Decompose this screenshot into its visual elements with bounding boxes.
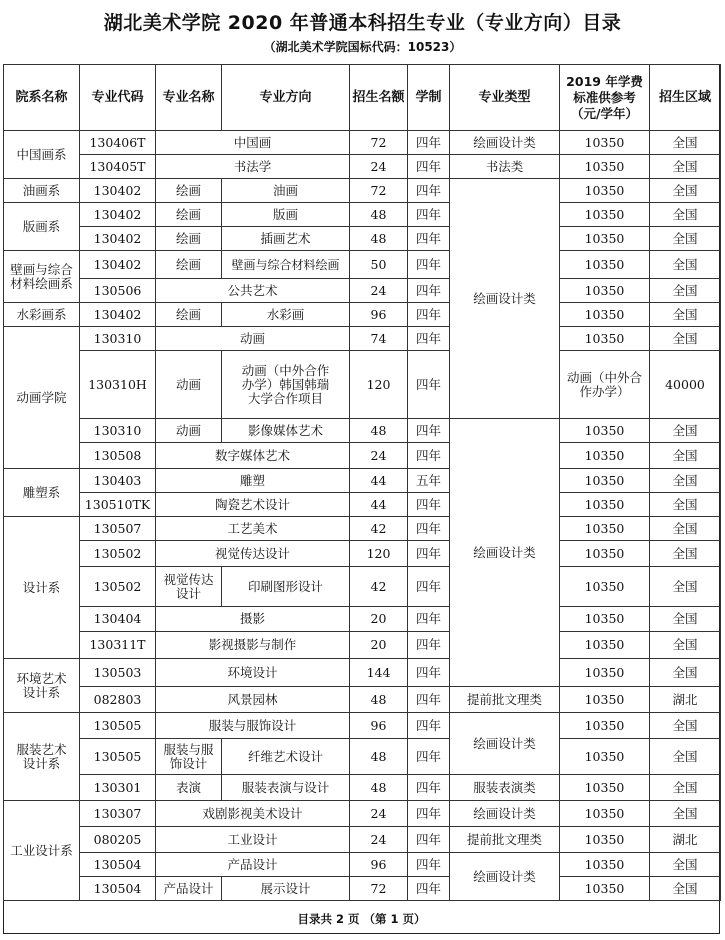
years-cell: 四年 [408,155,450,179]
direction-cell: 数字媒体艺术 [156,443,350,469]
fee-cell: 10350 [560,713,650,739]
fee-cell: 10350 [560,303,650,327]
major-cell: 动画 [156,419,222,443]
table-row [4,739,721,775]
direction-cell: 印刷图形设计 [222,567,350,607]
quota-cell: 42 [350,567,408,607]
table-row [4,541,721,567]
code-cell: 130504 [80,877,156,901]
dept-cell: 雕塑系 [4,469,80,517]
region-cell: 全国 [650,279,721,303]
table-row [4,632,721,659]
type-cell: 绘画设计类 [450,853,560,901]
code-cell: 130502 [80,567,156,607]
years-cell: 四年 [408,801,450,827]
table-row [4,801,721,827]
code-cell: 130404 [80,607,156,632]
years-cell: 四年 [408,131,450,155]
type-cell: 绘画设计类 [450,713,560,775]
years-cell: 四年 [408,303,450,327]
quota-cell: 96 [350,713,408,739]
region-cell: 全国 [650,541,721,567]
quota-cell: 20 [350,607,408,632]
direction-cell: 书法学 [156,155,350,179]
years-cell: 四年 [408,659,450,687]
code-cell: 130505 [80,739,156,775]
direction-cell: 服装表演与设计 [222,775,350,801]
fee-cell: 10350 [560,227,650,251]
years-cell: 四年 [408,607,450,632]
header-years: 学制 [408,65,450,131]
direction-cell: 动画（中外合作办学）韩国韩瑞大学合作项目 [222,351,350,419]
code-cell: 130510TK [80,493,156,517]
direction-cell: 戏剧影视美术设计 [156,801,350,827]
code-cell: 130406T [80,131,156,155]
direction-cell: 插画艺术 [222,227,350,251]
region-cell: 全国 [650,877,721,901]
quota-cell: 24 [350,279,408,303]
region-cell: 全国 [650,327,721,351]
fee-cell: 10350 [560,131,650,155]
major-cell: 绘画 [156,227,222,251]
quota-cell: 72 [350,131,408,155]
direction-cell: 服装与服饰设计 [156,713,350,739]
header-region: 招生区域 [650,65,721,131]
dept-cell: 动画学院 [4,327,80,469]
code-cell: 130508 [80,443,156,469]
fee-cell: 10350 [560,801,650,827]
direction-cell: 风景园林 [156,687,350,713]
fee-cell: 10350 [560,632,650,659]
quota-cell: 48 [350,739,408,775]
page-title: 湖北美术学院 2020 年普通本科招生专业（专业方向）目录 [103,12,622,34]
fee-cell: 10350 [560,155,650,179]
major-cell: 绘画 [156,203,222,227]
code-cell: 130403 [80,469,156,493]
table-row [4,131,721,155]
region-cell: 全国 [650,713,721,739]
direction-cell: 油画 [222,179,350,203]
dept-cell: 服装艺术设计系 [4,713,80,801]
region-cell: 全国 [650,179,721,203]
table-row [4,567,721,607]
code-cell: 130307 [80,801,156,827]
region-cell: 全国 [650,203,721,227]
fee-cell: 10350 [560,659,650,687]
code-cell: 130506 [80,279,156,303]
fee-cell: 10350 [560,279,650,303]
enrollment-table [3,64,721,901]
direction-cell: 动画 [156,327,350,351]
quota-cell: 42 [350,517,408,541]
direction-cell: 影像媒体艺术 [222,419,350,443]
quota-cell: 20 [350,632,408,659]
quota-cell: 96 [350,853,408,877]
table-row [4,607,721,632]
major-cell: 视觉传达设计 [156,567,222,607]
major-cell: 绘画 [156,251,222,279]
dept-cell: 中国画系 [4,131,80,179]
region-cell: 全国 [650,493,721,517]
years-cell: 四年 [408,351,450,419]
years-cell: 四年 [408,327,450,351]
page-footer: 目录共 2 页 （第 1 页） [297,912,426,926]
header-dept: 院系名称 [4,65,80,131]
table-row [4,227,721,251]
code-cell: 130503 [80,659,156,687]
quota-cell: 48 [350,203,408,227]
region-cell: 全国 [650,469,721,493]
code-cell: 130405T [80,155,156,179]
years-cell: 四年 [408,713,450,739]
code-cell: 130504 [80,853,156,877]
years-cell: 四年 [408,687,450,713]
direction-cell: 影视摄影与制作 [156,632,350,659]
quota-cell: 72 [350,179,408,203]
region-cell: 全国 [650,419,721,443]
major-cell: 产品设计 [156,877,222,901]
region-cell: 全国 [650,251,721,279]
fee-cell: 10350 [560,739,650,775]
quota-cell: 72 [350,877,408,901]
page-subtitle: （湖北美术学院国标代码：10523） [263,40,462,54]
fee-cell: 10350 [560,251,650,279]
major-cell: 绘画 [156,303,222,327]
code-cell: 130311T [80,632,156,659]
code-cell: 080205 [80,827,156,853]
direction-cell: 雕塑 [156,469,350,493]
region-cell: 全国 [650,131,721,155]
quota-cell: 48 [350,227,408,251]
table-row [4,327,721,351]
direction-cell: 视觉传达设计 [156,541,350,567]
table-row [4,687,721,713]
years-cell: 四年 [408,567,450,607]
fee-cell: 10350 [560,179,650,203]
dept-cell: 壁画与综合材料绘画系 [4,251,80,303]
code-cell: 130310 [80,419,156,443]
quota-cell: 44 [350,493,408,517]
fee-cell: 10350 [560,443,650,469]
table-row [4,419,721,443]
table-row [4,303,721,327]
direction-cell: 陶瓷艺术设计 [156,493,350,517]
header-row [4,65,721,131]
fee-cell: 10350 [560,607,650,632]
type-cell: 绘画设计类 [450,131,560,155]
quota-cell: 48 [350,687,408,713]
years-cell: 四年 [408,251,450,279]
region-cell: 湖北 [650,687,721,713]
years-cell: 四年 [408,279,450,303]
region-cell: 全国 [650,227,721,251]
fee-cell: 10350 [560,469,650,493]
major-cell: 动画 [156,351,222,419]
header-direction: 专业方向 [222,65,350,131]
region-cell: 湖北 [650,827,721,853]
quota-cell: 48 [350,419,408,443]
table-row [4,853,721,877]
code-cell: 130502 [80,541,156,567]
region-cell: 全国 [650,303,721,327]
region-cell: 全国 [650,659,721,687]
fee-cell: 10350 [560,567,650,607]
header-fee: 2019 年学费标准供参考（元/学年） [560,65,650,131]
dept-cell: 工业设计系 [4,801,80,901]
type-cell: 提前批文理类 [450,687,560,713]
table-row [4,251,721,279]
direction-cell: 版画 [222,203,350,227]
direction-cell: 摄影 [156,607,350,632]
fee-cell: 10350 [560,327,650,351]
fee-cell: 10350 [560,541,650,567]
code-cell: 130310 [80,327,156,351]
code-cell: 082803 [80,687,156,713]
table-row [4,493,721,517]
region-cell: 全国 [650,517,721,541]
quota-cell: 24 [350,827,408,853]
major-cell: 服装与服饰设计 [156,739,222,775]
table-row [4,203,721,227]
direction-cell: 纤维艺术设计 [222,739,350,775]
region-cell: 全国 [650,567,721,607]
years-cell: 四年 [408,203,450,227]
table-row [4,155,721,179]
major-cell: 绘画 [156,179,222,203]
direction-cell: 工业设计 [156,827,350,853]
quota-cell: 144 [350,659,408,687]
type-cell: 服装表演类 [450,775,560,801]
quota-cell: 120 [350,541,408,567]
code-cell: 130301 [80,775,156,801]
direction-cell: 产品设计 [156,853,350,877]
table-row [4,351,721,419]
type-cell: 书法类 [450,155,560,179]
years-cell: 四年 [408,443,450,469]
years-cell: 四年 [408,493,450,517]
quota-cell: 48 [350,775,408,801]
table-row [4,877,721,901]
fee-cell: 10350 [560,203,650,227]
fee-cell: 10350 [560,493,650,517]
dept-cell: 油画系 [4,179,80,203]
region-cell: 全国 [650,155,721,179]
direction-cell: 壁画与综合材料绘画 [222,251,350,279]
type-cell: 绘画设计类 [450,179,560,419]
type-cell: 提前批文理类 [450,827,560,853]
header-code: 专业代码 [80,65,156,131]
quota-cell: 74 [350,327,408,351]
header-quota: 招生名额 [350,65,408,131]
code-cell: 130402 [80,251,156,279]
major-cell: 表演 [156,775,222,801]
years-cell: 四年 [408,632,450,659]
type-cell: 绘画设计类 [450,801,560,827]
years-cell: 四年 [408,517,450,541]
header-type: 专业类型 [450,65,560,131]
years-cell: 四年 [408,179,450,203]
type-cell: 绘画设计类 [450,419,560,687]
fee-cell: 40000 [650,351,721,419]
direction-cell: 公共艺术 [156,279,350,303]
code-cell: 130507 [80,517,156,541]
fee-cell: 10350 [560,517,650,541]
years-cell: 五年 [408,469,450,493]
years-cell: 四年 [408,775,450,801]
table-row [4,659,721,687]
years-cell: 四年 [408,877,450,901]
quota-cell: 24 [350,443,408,469]
table-row [4,469,721,493]
direction-cell: 中国画 [156,131,350,155]
region-cell: 全国 [650,853,721,877]
code-cell: 130505 [80,713,156,739]
fee-cell: 10350 [560,687,650,713]
years-cell: 四年 [408,827,450,853]
dept-cell: 环境艺术设计系 [4,659,80,713]
region-cell: 全国 [650,775,721,801]
quota-cell: 44 [350,469,408,493]
fee-cell: 10350 [560,827,650,853]
direction-cell: 水彩画 [222,303,350,327]
code-cell: 130402 [80,203,156,227]
direction-cell: 环境设计 [156,659,350,687]
quota-cell: 24 [350,155,408,179]
region-cell: 全国 [650,801,721,827]
quota-cell: 96 [350,303,408,327]
table-row [4,279,721,303]
fee-cell: 10350 [560,775,650,801]
header-major: 专业名称 [156,65,222,131]
code-cell: 130310H [80,351,156,419]
quota-cell: 120 [350,351,408,419]
direction-cell: 展示设计 [222,877,350,901]
direction-cell: 工艺美术 [156,517,350,541]
table-row [4,517,721,541]
years-cell: 四年 [408,419,450,443]
table-row [4,827,721,853]
table-row [4,775,721,801]
code-cell: 130402 [80,227,156,251]
table-row [4,443,721,469]
region-cell: 全国 [650,607,721,632]
quota-cell: 50 [350,251,408,279]
quota-cell: 24 [350,801,408,827]
years-cell: 四年 [408,853,450,877]
type-cell: 动画（中外合作办学） [560,351,650,419]
fee-cell: 10350 [560,853,650,877]
years-cell: 四年 [408,739,450,775]
region-cell: 全国 [650,632,721,659]
fee-cell: 10350 [560,419,650,443]
table-row [4,713,721,739]
dept-cell: 设计系 [4,517,80,659]
code-cell: 130402 [80,179,156,203]
years-cell: 四年 [408,227,450,251]
fee-cell: 10350 [560,877,650,901]
dept-cell: 版画系 [4,203,80,251]
years-cell: 四年 [408,541,450,567]
region-cell: 全国 [650,443,721,469]
code-cell: 130402 [80,303,156,327]
dept-cell: 水彩画系 [4,303,80,327]
table-row [4,179,721,203]
region-cell: 全国 [650,739,721,775]
